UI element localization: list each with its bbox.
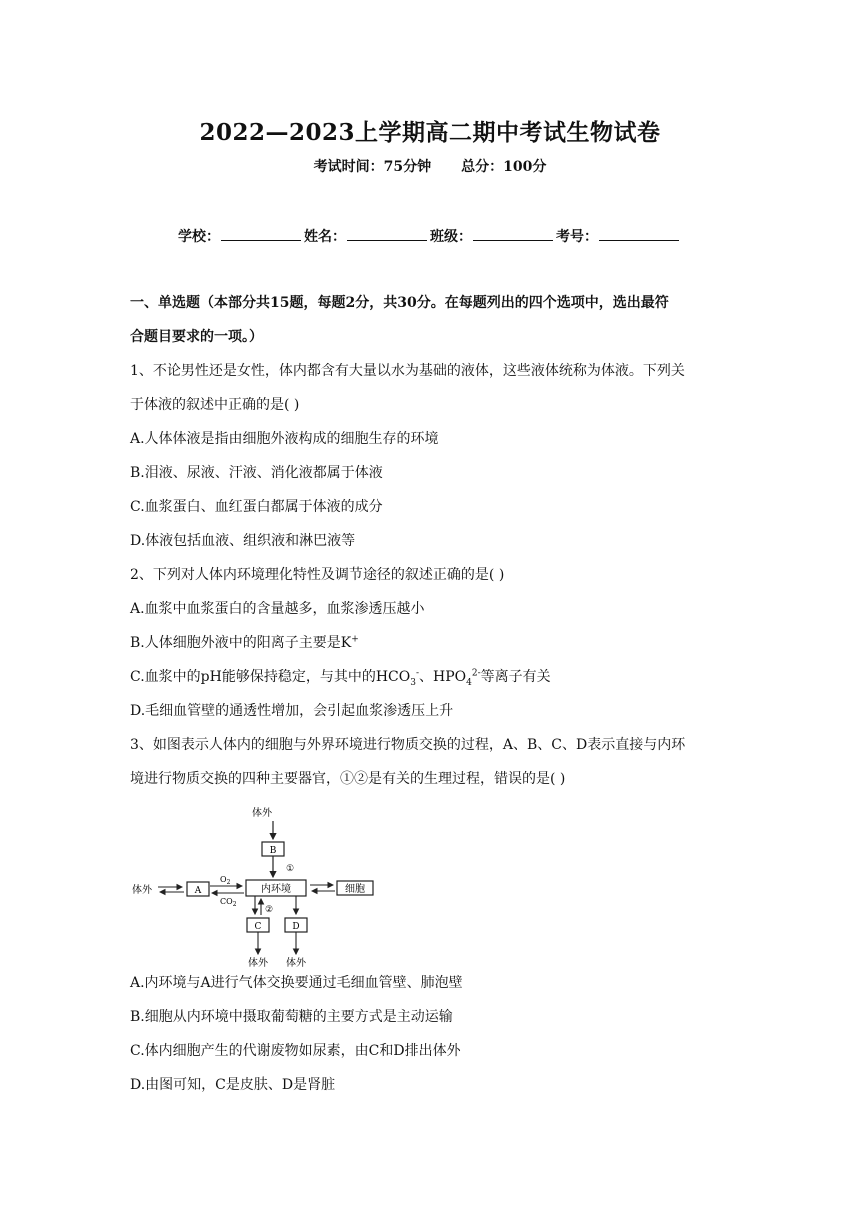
potassium-charge: +	[351, 634, 359, 645]
school-blank[interactable]	[221, 228, 301, 241]
total-score: 总分：100分	[461, 159, 547, 175]
box-b-label: B	[269, 846, 277, 856]
page-title: 2022—2023上学期高二期中考试生物试卷	[199, 119, 661, 146]
section-heading: 一、单选题（本部分共15题，每题2分，共30分。在每题列出的四个选项中，选出最符	[130, 295, 669, 311]
q2-option-a: A.血浆中血浆蛋白的含量越多，血浆渗透压越小	[130, 601, 425, 617]
process-1-mark: ①	[286, 864, 295, 874]
q2-stem: 2、下列对人体内环境理化特性及调节途径的叙述正确的是( )	[130, 567, 505, 583]
top-outside-label: 体外	[252, 808, 272, 819]
q3-stem-cont: 境进行物质交换的四种主要器官，①②是有关的生理过程，错误的是( )	[130, 771, 566, 787]
bicarbonate-subscript: 3	[410, 677, 416, 688]
q2-option-c-tail: 等离子有关	[480, 669, 551, 685]
q2-option-c-hpo: 、HPO	[419, 669, 467, 685]
student-info-row	[0, 226, 860, 246]
q2-option-b	[130, 632, 750, 652]
section-heading-cont: 合题目要求的一项。）	[130, 329, 263, 345]
bicarbonate-charge: -	[415, 668, 420, 679]
class-blank[interactable]	[473, 228, 553, 241]
q1-stem: 1、不论男性还是女性，体内都含有大量以水为基础的液体，这些液体统称为体液。下列关	[130, 363, 685, 379]
box-d-label: D	[292, 922, 300, 932]
exam-meta	[0, 156, 860, 176]
q1-option-d: D.体液包括血液、组织液和淋巴液等	[130, 533, 356, 549]
name-blank[interactable]	[347, 228, 427, 241]
internal-environment-label: 内环境	[261, 884, 291, 895]
name-label: 姓名：	[304, 229, 346, 245]
process-2-mark: ②	[265, 905, 274, 915]
co2-label: $CO_2$	[220, 897, 237, 908]
q3-option-c: C.体内细胞产生的代谢废物如尿素，由C和D排出体外	[130, 1043, 461, 1059]
q1-option-a: A.人体体液是指由细胞外液构成的细胞生存的环境	[130, 431, 439, 447]
q2-option-d: D.毛细血管壁的通透性增加，会引起血浆渗透压上升	[130, 703, 454, 719]
cell-label: 细胞	[345, 884, 365, 895]
exam-no-blank[interactable]	[599, 228, 679, 241]
class-label: 班级：	[430, 229, 472, 245]
q2-option-c	[130, 666, 750, 686]
exam-time: 考试时间：75分钟	[313, 159, 432, 175]
exam-no-label: 考号：	[556, 229, 598, 245]
left-outside-label: 体外	[132, 885, 152, 896]
q1-option-b: B.泪液、尿液、汗液、消化液都属于体液	[130, 465, 383, 481]
q3-option-b: B.细胞从内环境中摄取葡萄糖的主要方式是主动运输	[130, 1009, 453, 1025]
exchange-diagram	[130, 802, 390, 970]
phosphate-subscript: 4	[466, 677, 472, 688]
bottom-outside-c-label: 体外	[248, 958, 268, 969]
o2-label: $O_2$	[220, 875, 231, 886]
q2-option-b-text: B.人体细胞外液中的阳离子主要是K	[130, 635, 352, 651]
box-a-label: A	[194, 886, 202, 896]
q3-option-d: D.由图可知，C是皮肤、D是肾脏	[130, 1077, 336, 1093]
q3-stem: 3、如图表示人体内的细胞与外界环境进行物质交换的过程，A、B、C、D表示直接与内环	[130, 737, 686, 753]
box-c-label: C	[254, 922, 262, 932]
q2-option-c-text: C.血浆中的pH能够保持稳定，与其中的HCO	[130, 669, 411, 685]
bottom-outside-d-label: 体外	[286, 958, 306, 969]
q1-option-c: C.血浆蛋白、血红蛋白都属于体液的成分	[130, 499, 383, 515]
school-label: 学校：	[178, 229, 220, 245]
q3-option-a: A.内环境与A进行气体交换要通过毛细血管壁、肺泡壁	[130, 975, 463, 991]
phosphate-charge: 2-	[471, 668, 481, 679]
q1-stem-cont: 于体液的叙述中正确的是( )	[130, 397, 300, 413]
